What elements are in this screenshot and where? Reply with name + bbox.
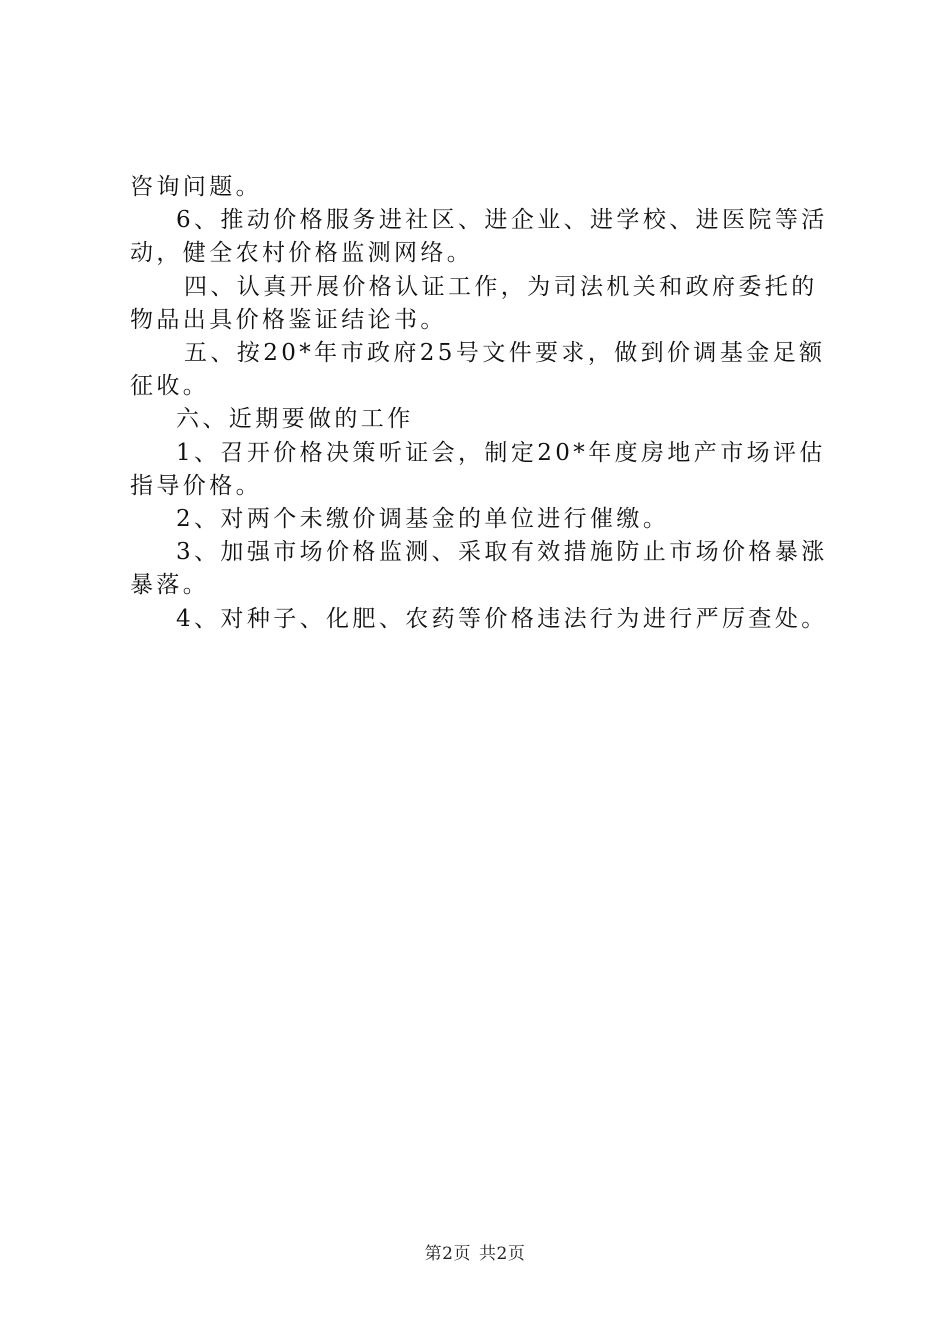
paragraph-section-5: 五、按20*年市政府25号文件要求，做到价调基金足额征收。	[130, 340, 826, 400]
paragraph-item-6: 6、推动价格服务进社区、进企业、进学校、进医院等活动，健全农村价格监测网络。	[130, 207, 828, 267]
paragraph-continuation: 咨询问题。	[130, 174, 262, 200]
paragraph-section-4: 四、认真开展价格认证工作，为司法机关和政府委托的物品出具价格鉴证结论书。	[130, 273, 818, 333]
paragraph-task-3: 3、加强市场价格监测、采取有效措施防止市场价格暴涨暴落。	[130, 539, 828, 599]
paragraph-task-1: 1、召开价格决策听证会，制定20*年度房地产市场评估指导价格。	[130, 439, 826, 499]
document-body	[130, 171, 835, 636]
paragraph-task-4: 4、对种子、化肥、农药等价格违法行为进行严厉查处。	[176, 605, 828, 632]
paragraph-task-2: 2、对两个未缴价调基金的单位进行催缴。	[176, 506, 670, 533]
paragraph-section-6-heading: 六、近期要做的工作	[176, 406, 414, 433]
page-total: 共2页	[479, 1244, 526, 1264]
page-footer	[0, 1243, 950, 1265]
page-number: 第2页	[424, 1244, 471, 1264]
